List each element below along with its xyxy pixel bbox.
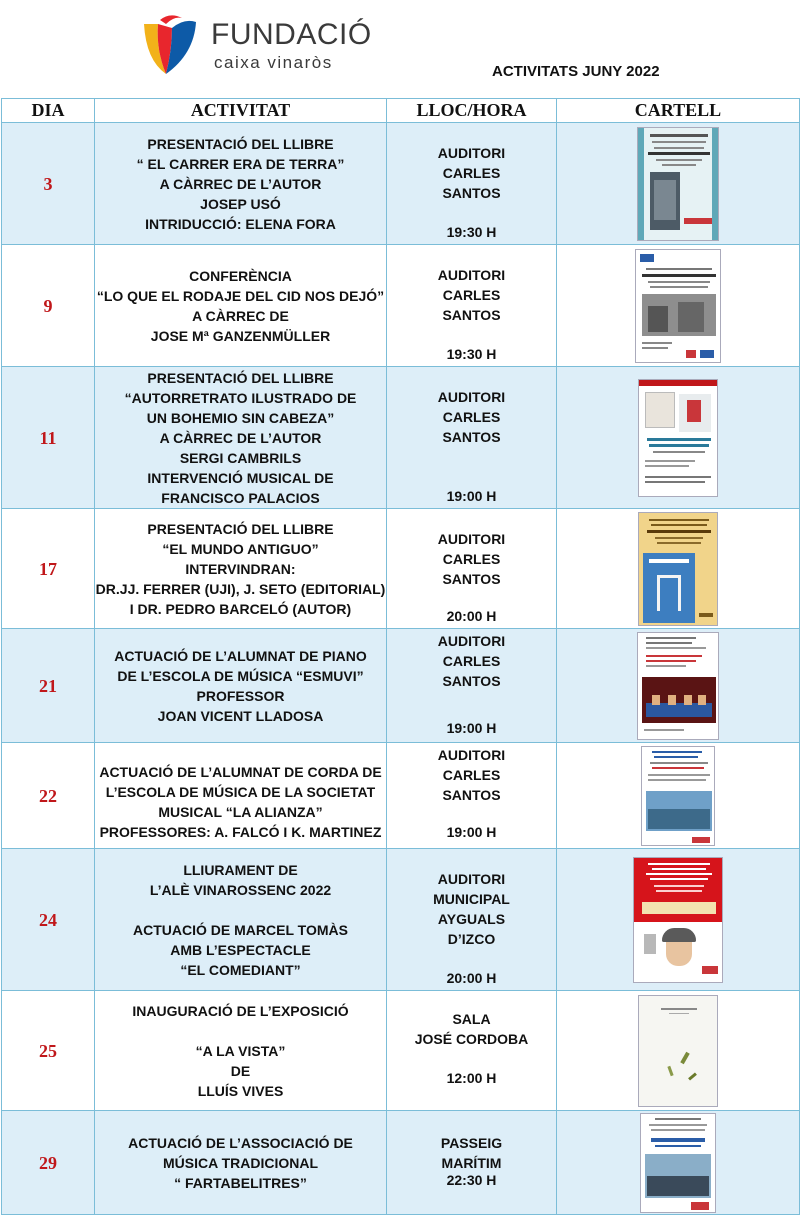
place-cell xyxy=(387,743,557,849)
poster-mundo-antiguo xyxy=(638,512,718,626)
activity-line: DR.JJ. FERRER (UJI), J. SETO (EDITORIAL) xyxy=(95,580,386,597)
place-line: MUNICIPAL xyxy=(433,891,510,907)
place-line: AUDITORI xyxy=(437,389,506,405)
activity-line: L’ESCOLA DE MÚSICA DE LA SOCIETAT xyxy=(105,783,376,800)
activity-line: ACTUACIÓ DE MARCEL TOMÀS xyxy=(133,921,348,938)
poster-corda xyxy=(641,746,715,846)
place-line: SANTOS xyxy=(442,787,501,803)
header-cartell: CARTELL xyxy=(557,99,800,123)
activity-line: A CÀRREC DE L’AUTOR xyxy=(159,429,322,446)
place-cell xyxy=(387,991,557,1111)
time-label: 19:00 H xyxy=(446,824,497,840)
table-row xyxy=(2,123,800,245)
header-dia: DIA xyxy=(2,99,95,123)
place-cell xyxy=(387,849,557,991)
table-row xyxy=(2,991,800,1111)
time-label: 22:30 H xyxy=(446,1172,497,1188)
place-line: AUDITORI xyxy=(437,267,506,283)
activity-cell xyxy=(95,245,387,367)
activity-line: “ FARTABELITRES” xyxy=(174,1174,307,1191)
place-line: SANTOS xyxy=(442,673,501,689)
time-label: 20:00 H xyxy=(446,970,497,986)
activity-line: A CÀRREC DE xyxy=(192,307,289,324)
table-row xyxy=(2,1111,800,1215)
place-line: SANTOS xyxy=(442,429,501,445)
poster-piano xyxy=(637,632,719,740)
place-cell xyxy=(387,1111,557,1215)
time-label: 20:00 H xyxy=(446,608,497,624)
poster-cell xyxy=(557,123,800,245)
activity-line xyxy=(95,900,386,920)
activity-cell xyxy=(95,367,387,509)
place-cell xyxy=(387,123,557,245)
activity-line: ACTUACIÓ DE L’ALUMNAT DE PIANO xyxy=(114,647,367,664)
activity-line: “A LA VISTA” xyxy=(195,1042,286,1059)
place-line: SANTOS xyxy=(442,185,501,201)
activity-line: PROFESSOR xyxy=(196,687,285,704)
logo-subtitle: caixa vinaròs xyxy=(214,53,333,72)
activity-line: MÚSICA TRADICIONAL xyxy=(162,1154,319,1171)
place-line: MARÍTIM xyxy=(441,1155,502,1171)
poster-cell xyxy=(557,991,800,1111)
day-cell: 25 xyxy=(2,991,95,1111)
activity-line: DE xyxy=(230,1062,251,1079)
poster-comediant xyxy=(633,857,723,983)
day-cell: 3 xyxy=(2,123,95,245)
table-header-row xyxy=(2,99,800,123)
activity-line: PRESENTACIÓ DEL LLIBRE xyxy=(147,135,334,152)
place-line: CARLES xyxy=(442,767,501,783)
activity-line: MUSICAL “LA ALIANZA” xyxy=(158,803,323,820)
place-line: AUDITORI xyxy=(437,871,506,887)
day-cell: 29 xyxy=(2,1111,95,1215)
activity-line: LLIURAMENT DE xyxy=(183,861,298,878)
poster-cell xyxy=(557,849,800,991)
activity-cell xyxy=(95,629,387,743)
activity-line: AMB L’ESPECTACLE xyxy=(170,941,311,958)
place-line: AYGUALS xyxy=(437,911,506,927)
poster-cell xyxy=(557,629,800,743)
activity-line: SERGI CAMBRILS xyxy=(179,449,302,466)
time-label: 19:00 H xyxy=(446,720,497,736)
poster-fartabelitres xyxy=(640,1113,716,1213)
poster-cell xyxy=(557,367,800,509)
table-row xyxy=(2,509,800,629)
place-line: SALA xyxy=(452,1011,491,1027)
table-row xyxy=(2,629,800,743)
place-line: AUDITORI xyxy=(437,145,506,161)
activity-line: A CÀRREC DE L’AUTOR xyxy=(159,175,322,192)
place-line: SANTOS xyxy=(442,307,501,323)
place-line: AUDITORI xyxy=(437,531,506,547)
time-label: 19:30 H xyxy=(446,224,497,240)
place-line: CARLES xyxy=(442,409,501,425)
activity-line: ACTUACIÓ DE L’ASSOCIACIÓ DE xyxy=(128,1134,353,1151)
activity-line: “AUTORRETRATO ILUSTRADO DE xyxy=(124,389,357,406)
poster-cell xyxy=(557,509,800,629)
activity-cell xyxy=(95,123,387,245)
logo-name: FUNDACIÓ xyxy=(211,18,372,51)
poster-conference xyxy=(635,249,721,363)
page-header xyxy=(0,0,800,98)
page-title: ACTIVITATS JUNY 2022 xyxy=(492,63,660,80)
day-cell: 11 xyxy=(2,367,95,509)
activity-line: PRESENTACIÓ DEL LLIBRE xyxy=(147,520,334,537)
activity-line: INTRIDUCCIÓ: ELENA FORA xyxy=(145,215,336,232)
day-cell: 22 xyxy=(2,743,95,849)
activity-line: INTERVENCIÓ MUSICAL DE xyxy=(147,469,334,486)
activities-table xyxy=(1,98,800,1215)
activity-line: “ EL CARRER ERA DE TERRA” xyxy=(136,155,345,172)
activity-line: JOSE Mª GANZENMÜLLER xyxy=(150,327,331,344)
place-cell xyxy=(387,629,557,743)
place-line: CARLES xyxy=(442,165,501,181)
poster-cell xyxy=(557,743,800,849)
activity-line: PROFESSORES: A. FALCÓ I K. MARTINEZ xyxy=(99,823,382,840)
activity-line: “EL COMEDIANT” xyxy=(180,961,301,978)
place-line: JOSÉ CORDOBA xyxy=(414,1031,529,1047)
poster-cell xyxy=(557,1111,800,1215)
place-line: CARLES xyxy=(442,287,501,303)
activity-cell xyxy=(95,849,387,991)
place-line: AUDITORI xyxy=(437,747,506,763)
poster-book-presentation xyxy=(637,127,719,241)
place-line: SANTOS xyxy=(442,571,501,587)
activity-cell xyxy=(95,991,387,1111)
activity-line: ACTUACIÓ DE L’ALUMNAT DE CORDA DE xyxy=(99,763,382,780)
time-label: 19:30 H xyxy=(446,346,497,362)
activity-line: JOAN VICENT LLADOSA xyxy=(157,707,324,724)
day-cell: 24 xyxy=(2,849,95,991)
place-line: CARLES xyxy=(442,653,501,669)
activity-line: LLUÍS VIVES xyxy=(197,1082,284,1099)
logo-mark-icon xyxy=(136,10,206,80)
table-row xyxy=(2,245,800,367)
header-lloc-hora: LLOC/HORA xyxy=(387,99,557,123)
time-label: 12:00 H xyxy=(446,1070,497,1086)
place-line: D’IZCO xyxy=(447,931,496,947)
day-cell: 9 xyxy=(2,245,95,367)
place-line: PASSEIG xyxy=(440,1135,503,1151)
time-label: 19:00 H xyxy=(446,488,497,504)
activity-line: DE L’ESCOLA DE MÚSICA “ESMUVI” xyxy=(117,667,364,684)
activity-line: CONFERÈNCIA xyxy=(189,267,292,284)
activity-line: “EL MUNDO ANTIGUO” xyxy=(162,540,319,557)
activity-cell xyxy=(95,509,387,629)
activity-cell xyxy=(95,1111,387,1215)
activity-line: PRESENTACIÓ DEL LLIBRE xyxy=(147,369,334,386)
table-row xyxy=(2,743,800,849)
activity-line: UN BOHEMIO SIN CABEZA” xyxy=(146,409,335,426)
activity-line: INAUGURACIÓ DE L’EXPOSICIÓ xyxy=(132,1002,349,1019)
day-cell: 17 xyxy=(2,509,95,629)
table-row xyxy=(2,849,800,991)
day-cell: 21 xyxy=(2,629,95,743)
table-row xyxy=(2,367,800,509)
header-activitat: ACTIVITAT xyxy=(95,99,387,123)
activity-cell xyxy=(95,743,387,849)
place-cell xyxy=(387,367,557,509)
activity-line xyxy=(95,1021,386,1041)
activity-line: L’ALÈ VINAROSSENC 2022 xyxy=(149,881,332,898)
place-line: AUDITORI xyxy=(437,633,506,649)
place-cell xyxy=(387,509,557,629)
activity-line: I DR. PEDRO BARCELÓ (AUTOR) xyxy=(129,600,352,617)
place-line: CARLES xyxy=(442,551,501,567)
fundacio-logo xyxy=(136,10,372,80)
activity-line: FRANCISCO PALACIOS xyxy=(161,489,320,506)
poster-autorretrato xyxy=(638,379,718,497)
activity-line: “LO QUE EL RODAJE DEL CID NOS DEJÓ” xyxy=(96,287,385,304)
poster-cell xyxy=(557,245,800,367)
activity-line: INTERVINDRAN: xyxy=(185,560,296,577)
poster-a-la-vista xyxy=(638,995,718,1107)
activity-line: JOSEP USÓ xyxy=(200,195,281,212)
place-cell xyxy=(387,245,557,367)
